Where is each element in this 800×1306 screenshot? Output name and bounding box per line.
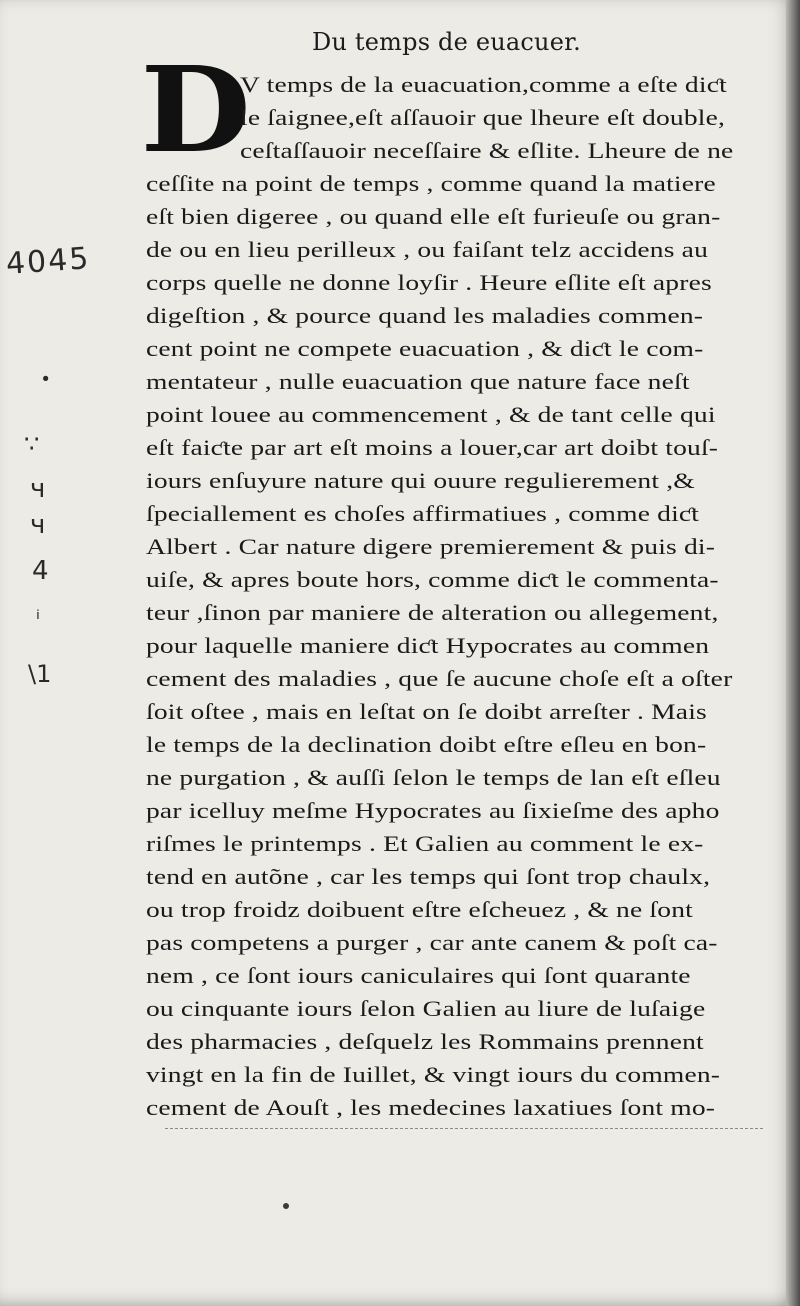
page-edge-shadow bbox=[786, 0, 800, 1306]
margin-mark: \1 bbox=[28, 660, 52, 688]
ink-dot bbox=[283, 1203, 289, 1209]
text-line: ſoit oſtee , mais en leſtat on ſe doibt arreſter . Mais bbox=[146, 699, 707, 724]
text-line: teur ,ſinon par maniere de alteration ou allegement, bbox=[146, 600, 719, 625]
text-line: riſmes le printemps . Et Galien au comment le ex- bbox=[146, 831, 704, 856]
text-line: ceſſite na point de temps , comme quand la matiere bbox=[146, 171, 716, 196]
text-line: eſt faiƈte par art eſt moins a louer,car art doibt touſ- bbox=[146, 435, 719, 460]
text-line: de ou en lieu perilleux , ou faiſant telz accidens au bbox=[146, 237, 709, 262]
text-line: corps quelle ne donne loyſir . Heure eſlite eſt apres bbox=[146, 270, 712, 295]
margin-mark: ч bbox=[30, 510, 46, 540]
running-head: Du temps de euacuer. bbox=[312, 28, 581, 56]
text-line: ceſtaſſauoir neceſſaire & eſlite. Lheure de ne bbox=[240, 138, 734, 163]
text-line: cement des maladies , que ſe aucune choſe eſt a oſter bbox=[146, 666, 733, 691]
footer-rule bbox=[165, 1128, 763, 1129]
text-line: le ſaignee,eſt aſſauoir que lheure eſt double, bbox=[240, 105, 726, 130]
margin-mark: ᵢ bbox=[36, 600, 40, 625]
text-line: uiſe, & apres boute hors, comme diƈt le commenta- bbox=[146, 567, 719, 592]
text-line: point louee au commencement , & de tant celle qui bbox=[146, 402, 716, 427]
text-line: Albert . Car nature digere premierement & puis di- bbox=[146, 534, 716, 559]
text-line: par icelluy meſme Hypocrates au ſixieſme des apho bbox=[146, 798, 720, 823]
margin-mark: ч bbox=[30, 474, 46, 504]
text-line: nem , ce ſont iours caniculaires qui ſont quarante bbox=[146, 963, 691, 988]
text-line: ou trop froidz doibuent eſtre eſcheuez , & ne ſont bbox=[146, 897, 693, 922]
text-line: pas competens a purger , car ante canem & poſt ca- bbox=[146, 930, 718, 955]
text-line: des pharmacies , deſquelz les Rommains prennent bbox=[146, 1029, 704, 1054]
drop-cap: D bbox=[140, 40, 251, 179]
text-line: tend en autõne , car les temps qui ſont trop chaulx, bbox=[146, 864, 711, 889]
text-line: pour laquelle maniere diƈt Hypocrates au commen bbox=[146, 633, 710, 658]
text-line: le temps de la declination doibt eſtre eſleu en bon- bbox=[146, 732, 707, 757]
text-line: V temps de la euacuation,comme a eſte diƈt bbox=[240, 72, 727, 97]
text-line: eſt bien digeree , ou quand elle eſt furieuſe ou gran- bbox=[146, 204, 721, 229]
text-line: iours enſuyure nature qui ouure regulierement ,& bbox=[146, 468, 695, 493]
text-line: mentateur , nulle euacuation que nature face neſt bbox=[146, 369, 690, 394]
margin-number: 4045 bbox=[4, 241, 92, 282]
text-line: cement de Aouſt , les medecines laxatiues ſont mo- bbox=[146, 1095, 716, 1120]
text-line: ne purgation , & auſſi ſelon le temps de lan eſt eſleu bbox=[146, 765, 721, 790]
text-line: digeſtion , & pource quand les maladies commen- bbox=[146, 303, 704, 328]
text-line: ſpeciallement es choſes affirmatiues , comme diƈt bbox=[146, 501, 700, 526]
margin-mark: ∵ bbox=[24, 430, 40, 458]
text-line: ou cinquante iours ſelon Galien au liure de luſaige bbox=[146, 996, 706, 1021]
margin-mark: 4 bbox=[32, 556, 49, 586]
text-line: cent point ne compete euacuation , & diƈt le com- bbox=[146, 336, 704, 361]
text-line: vingt en la fin de Iuillet, & vingt iours du commen- bbox=[146, 1062, 721, 1087]
margin-mark: ∙ bbox=[40, 368, 52, 389]
